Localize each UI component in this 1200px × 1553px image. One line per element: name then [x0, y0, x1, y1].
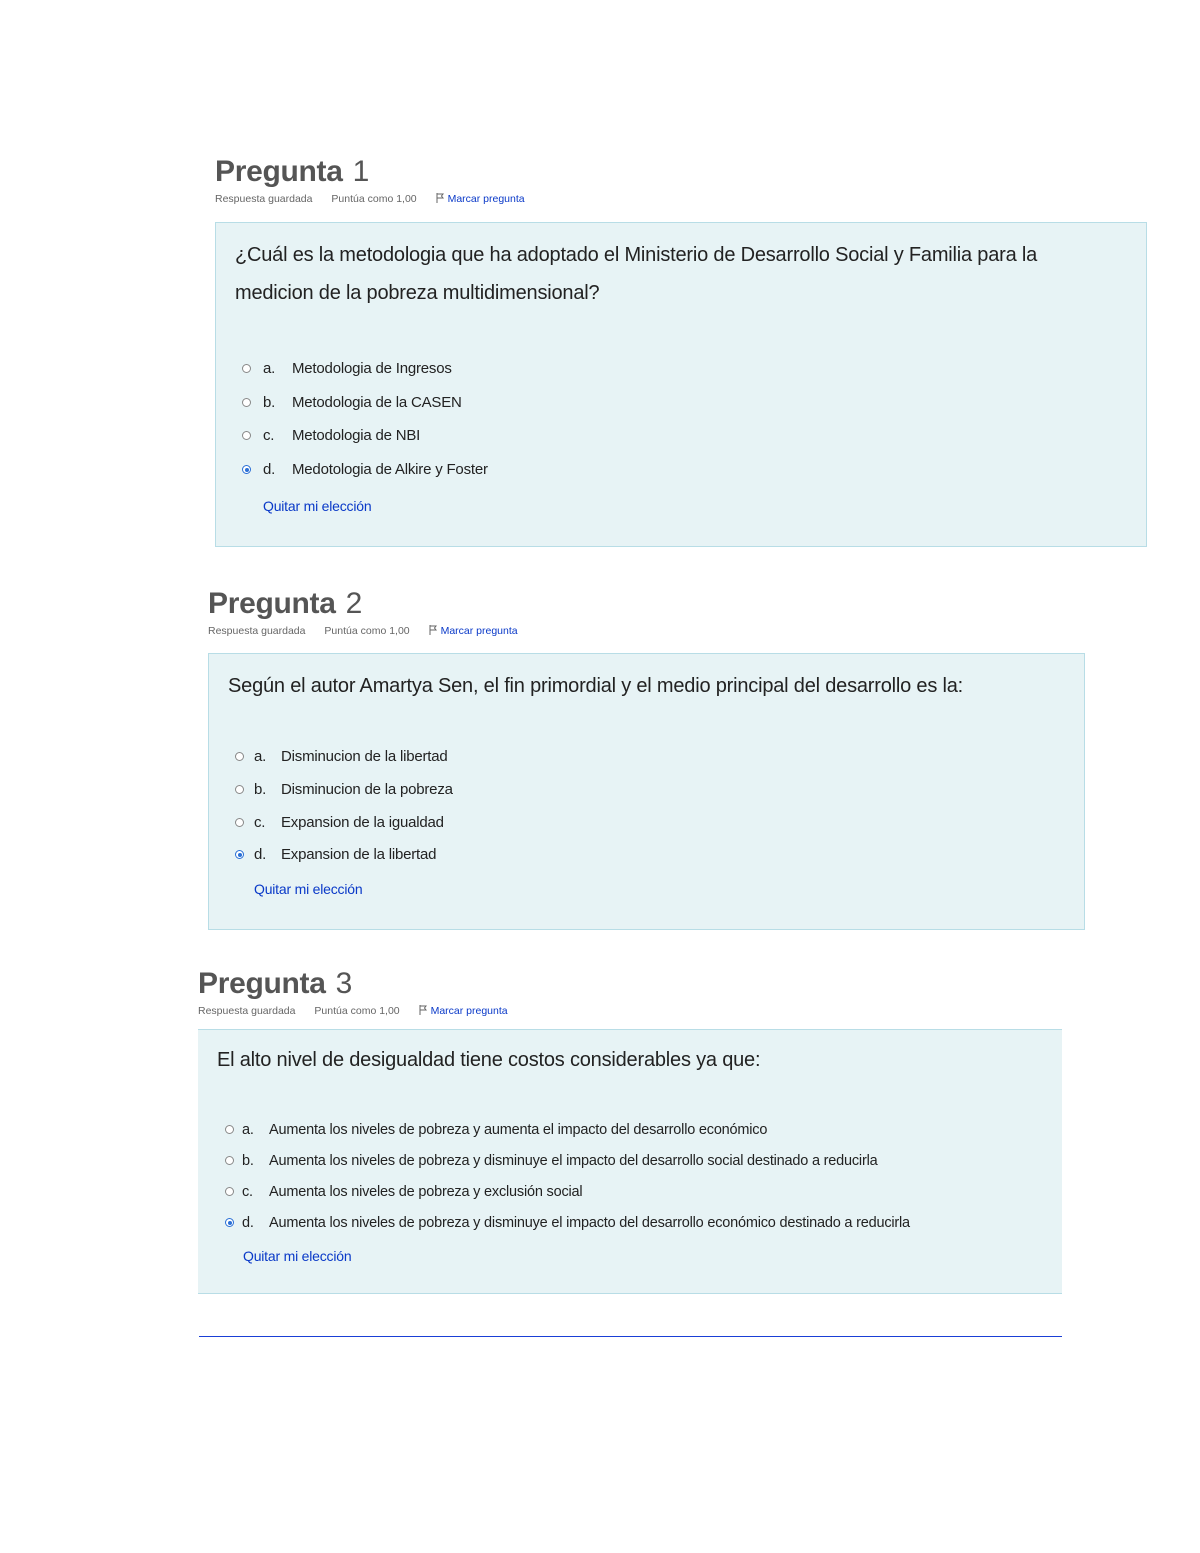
question-header: [215, 154, 557, 206]
option-text: Aumenta los niveles de pobreza y exclusión social: [269, 1184, 583, 1200]
option-letter: d.: [254, 846, 267, 863]
radio-button[interactable]: [235, 785, 244, 794]
clear-choice-link[interactable]: Quitar mi elección: [263, 498, 372, 514]
radio-button[interactable]: [242, 431, 251, 440]
flag-question-link[interactable]: [436, 193, 541, 205]
radio-button[interactable]: [225, 1125, 234, 1134]
flag-question-label: Marcar pregunta: [447, 193, 525, 205]
question-title: [198, 966, 540, 1002]
option-text: Metodologia de Ingresos: [292, 360, 452, 377]
question-number: 3: [335, 967, 353, 1000]
option-letter: d.: [263, 461, 276, 478]
option-letter: c.: [263, 427, 275, 444]
question-text: [235, 236, 1135, 312]
radio-button[interactable]: [225, 1156, 234, 1165]
option-letter: b.: [242, 1153, 254, 1169]
answer-status: Respuesta guardada: [215, 193, 313, 205]
option-text: Metodologia de NBI: [292, 427, 421, 444]
option-text: Metodologia de la CASEN: [292, 394, 462, 411]
question-info: [198, 1004, 540, 1018]
flag-icon: [419, 1005, 428, 1015]
radio-button-selected[interactable]: [235, 850, 244, 859]
question-title-label: Pregunta: [215, 155, 343, 188]
question-title-label: Pregunta: [198, 967, 326, 1000]
question-info: [208, 624, 550, 638]
question-score: Puntúa como 1,00: [314, 1005, 400, 1017]
option-text: Expansion de la libertad: [281, 846, 437, 863]
option-text: Aumenta los niveles de pobreza y disminuye el impacto del desarrollo económico destinado a reducirla: [269, 1215, 910, 1231]
question-info: [215, 192, 557, 206]
option-text: Disminucion de la pobreza: [281, 781, 453, 798]
option-letter: a.: [254, 748, 267, 765]
radio-button[interactable]: [242, 398, 251, 407]
question-number: 1: [352, 155, 370, 188]
question-number: 2: [345, 587, 363, 620]
radio-button-selected[interactable]: [242, 465, 251, 474]
question-text-line: ¿Cuál es la metodologia que ha adoptado el Ministerio de Desarrollo Social y Familia para la: [235, 244, 1038, 266]
question-text-line: medicion de la pobreza multidimensional?: [235, 282, 600, 304]
flag-question-label: Marcar pregunta: [430, 1005, 508, 1017]
option-text: Expansion de la igualdad: [281, 814, 444, 831]
question-score: Puntúa como 1,00: [324, 625, 410, 637]
answer-status: Respuesta guardada: [198, 1005, 296, 1017]
question-title-label: Pregunta: [208, 587, 336, 620]
question-title: [215, 154, 557, 190]
question-header: [198, 966, 540, 1018]
flag-question-label: Marcar pregunta: [440, 625, 518, 637]
option-letter: b.: [263, 394, 276, 411]
option-text: Aumenta los niveles de pobreza y aumenta el impacto del desarrollo económico: [269, 1122, 768, 1138]
radio-button[interactable]: [235, 752, 244, 761]
clear-choice-link[interactable]: Quitar mi elección: [243, 1248, 352, 1264]
radio-button[interactable]: [225, 1187, 234, 1196]
option-letter: a.: [263, 360, 276, 377]
flag-question-link[interactable]: [429, 625, 534, 637]
question-header: [208, 586, 550, 638]
option-letter: c.: [242, 1184, 253, 1200]
flag-icon: [429, 625, 438, 635]
radio-button[interactable]: [242, 364, 251, 373]
flag-question-link[interactable]: [419, 1005, 524, 1017]
question-text-line: Según el autor Amartya Sen, el fin primordial y el medio principal del desarrollo es la:: [228, 675, 964, 697]
option-text: Medotologia de Alkire y Foster: [292, 461, 488, 478]
question-text: [217, 1041, 1047, 1079]
option-text: Aumenta los niveles de pobreza y disminuye el impacto del desarrollo social destinado a reducirla: [269, 1153, 878, 1169]
flag-icon: [436, 193, 445, 203]
answer-status: Respuesta guardada: [208, 625, 306, 637]
radio-button[interactable]: [235, 818, 244, 827]
question-text: [228, 667, 1078, 705]
page-divider: [199, 1336, 1062, 1337]
option-letter: b.: [254, 781, 267, 798]
option-letter: a.: [242, 1122, 254, 1138]
option-letter: d.: [242, 1215, 254, 1231]
question-score: Puntúa como 1,00: [331, 193, 417, 205]
question-text-line: El alto nivel de desigualdad tiene costos considerables ya que:: [217, 1049, 761, 1071]
radio-button-selected[interactable]: [225, 1218, 234, 1227]
question-title: [208, 586, 550, 622]
option-letter: c.: [254, 814, 266, 831]
clear-choice-link[interactable]: Quitar mi elección: [254, 881, 363, 897]
option-text: Disminucion de la libertad: [281, 748, 448, 765]
